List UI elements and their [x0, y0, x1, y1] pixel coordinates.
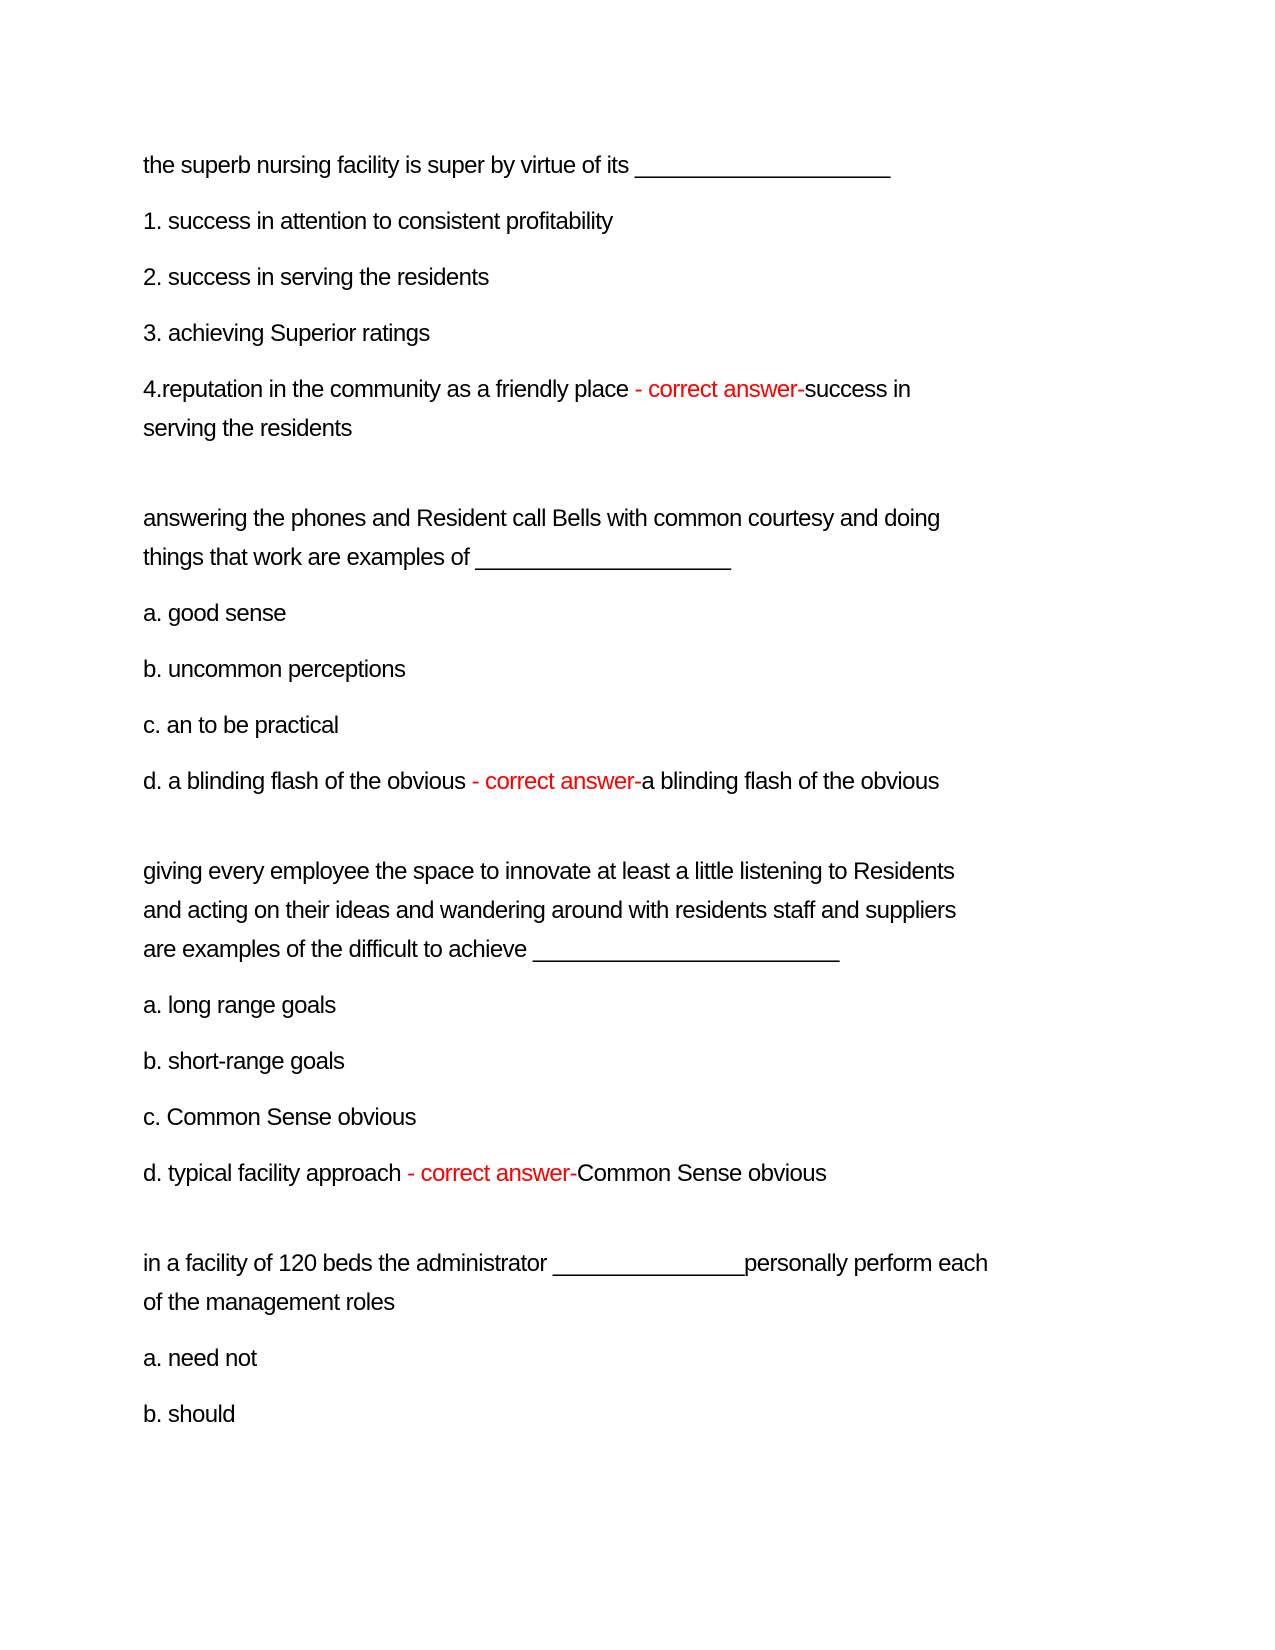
- text-segment: the superb nursing facility is super by virtue of its ____________________: [143, 152, 890, 179]
- question-block: [143, 852, 1153, 1193]
- answer-option: [143, 762, 1153, 801]
- text-segment: b. should: [143, 1401, 236, 1428]
- answer-option: [143, 1098, 1153, 1137]
- text-segment: d. a blinding flash of the obvious: [143, 768, 472, 795]
- answer-option: [143, 650, 1153, 689]
- text-segment: c. an to be practical: [143, 712, 339, 739]
- answer-option: [143, 370, 1153, 448]
- question-block: [143, 1244, 1153, 1434]
- text-segment: serving the residents: [143, 415, 352, 442]
- answer-option: [143, 202, 1153, 241]
- question-block: [143, 146, 1153, 448]
- text-segment: things that work are examples of ____________________: [143, 544, 731, 571]
- answer-option: [143, 314, 1153, 353]
- text-segment: and acting on their ideas and wandering around with residents staff and suppliers: [143, 897, 956, 924]
- text-segment: in a facility of 120 beds the administrator _______________personally perform each: [143, 1250, 988, 1277]
- text-segment: 1. success in attention to consistent profitability: [143, 208, 613, 235]
- text-segment: 4.reputation in the community as a friendly place: [143, 376, 635, 403]
- question-stem: [143, 852, 1153, 969]
- correct-answer-marker: - correct answer-: [634, 376, 805, 403]
- question-stem: [143, 146, 1153, 185]
- text-segment: are examples of the difficult to achieve ________________________: [143, 936, 839, 963]
- text-segment: success in: [804, 376, 911, 403]
- text-segment: a. long range goals: [143, 992, 336, 1019]
- text-segment: b. uncommon perceptions: [143, 656, 406, 683]
- text-segment: answering the phones and Resident call Bells with common courtesy and doing: [143, 505, 940, 532]
- question-block: [143, 499, 1153, 801]
- document-page: [143, 146, 1153, 1485]
- answer-option: [143, 1154, 1153, 1193]
- answer-option: [143, 258, 1153, 297]
- text-segment: a. need not: [143, 1345, 257, 1372]
- answer-option: [143, 1339, 1153, 1378]
- text-segment: d. typical facility approach: [143, 1160, 408, 1187]
- correct-answer-marker: - correct answer-: [471, 768, 642, 795]
- answer-option: [143, 1042, 1153, 1081]
- question-stem: [143, 499, 1153, 577]
- answer-option: [143, 1395, 1153, 1434]
- question-stem: [143, 1244, 1153, 1322]
- text-segment: 2. success in serving the residents: [143, 264, 489, 291]
- answer-option: [143, 706, 1153, 745]
- text-segment: of the management roles: [143, 1289, 395, 1316]
- answer-option: [143, 986, 1153, 1025]
- answer-option: [143, 594, 1153, 633]
- text-segment: c. Common Sense obvious: [143, 1104, 417, 1131]
- text-segment: Common Sense obvious: [576, 1160, 827, 1187]
- text-segment: 3. achieving Superior ratings: [143, 320, 430, 347]
- correct-answer-marker: - correct answer-: [407, 1160, 577, 1187]
- text-segment: a. good sense: [143, 600, 286, 627]
- text-segment: giving every employee the space to innovate at least a little listening to Residents: [143, 858, 955, 885]
- text-segment: a blinding flash of the obvious: [641, 768, 940, 795]
- text-segment: b. short-range goals: [143, 1048, 345, 1075]
